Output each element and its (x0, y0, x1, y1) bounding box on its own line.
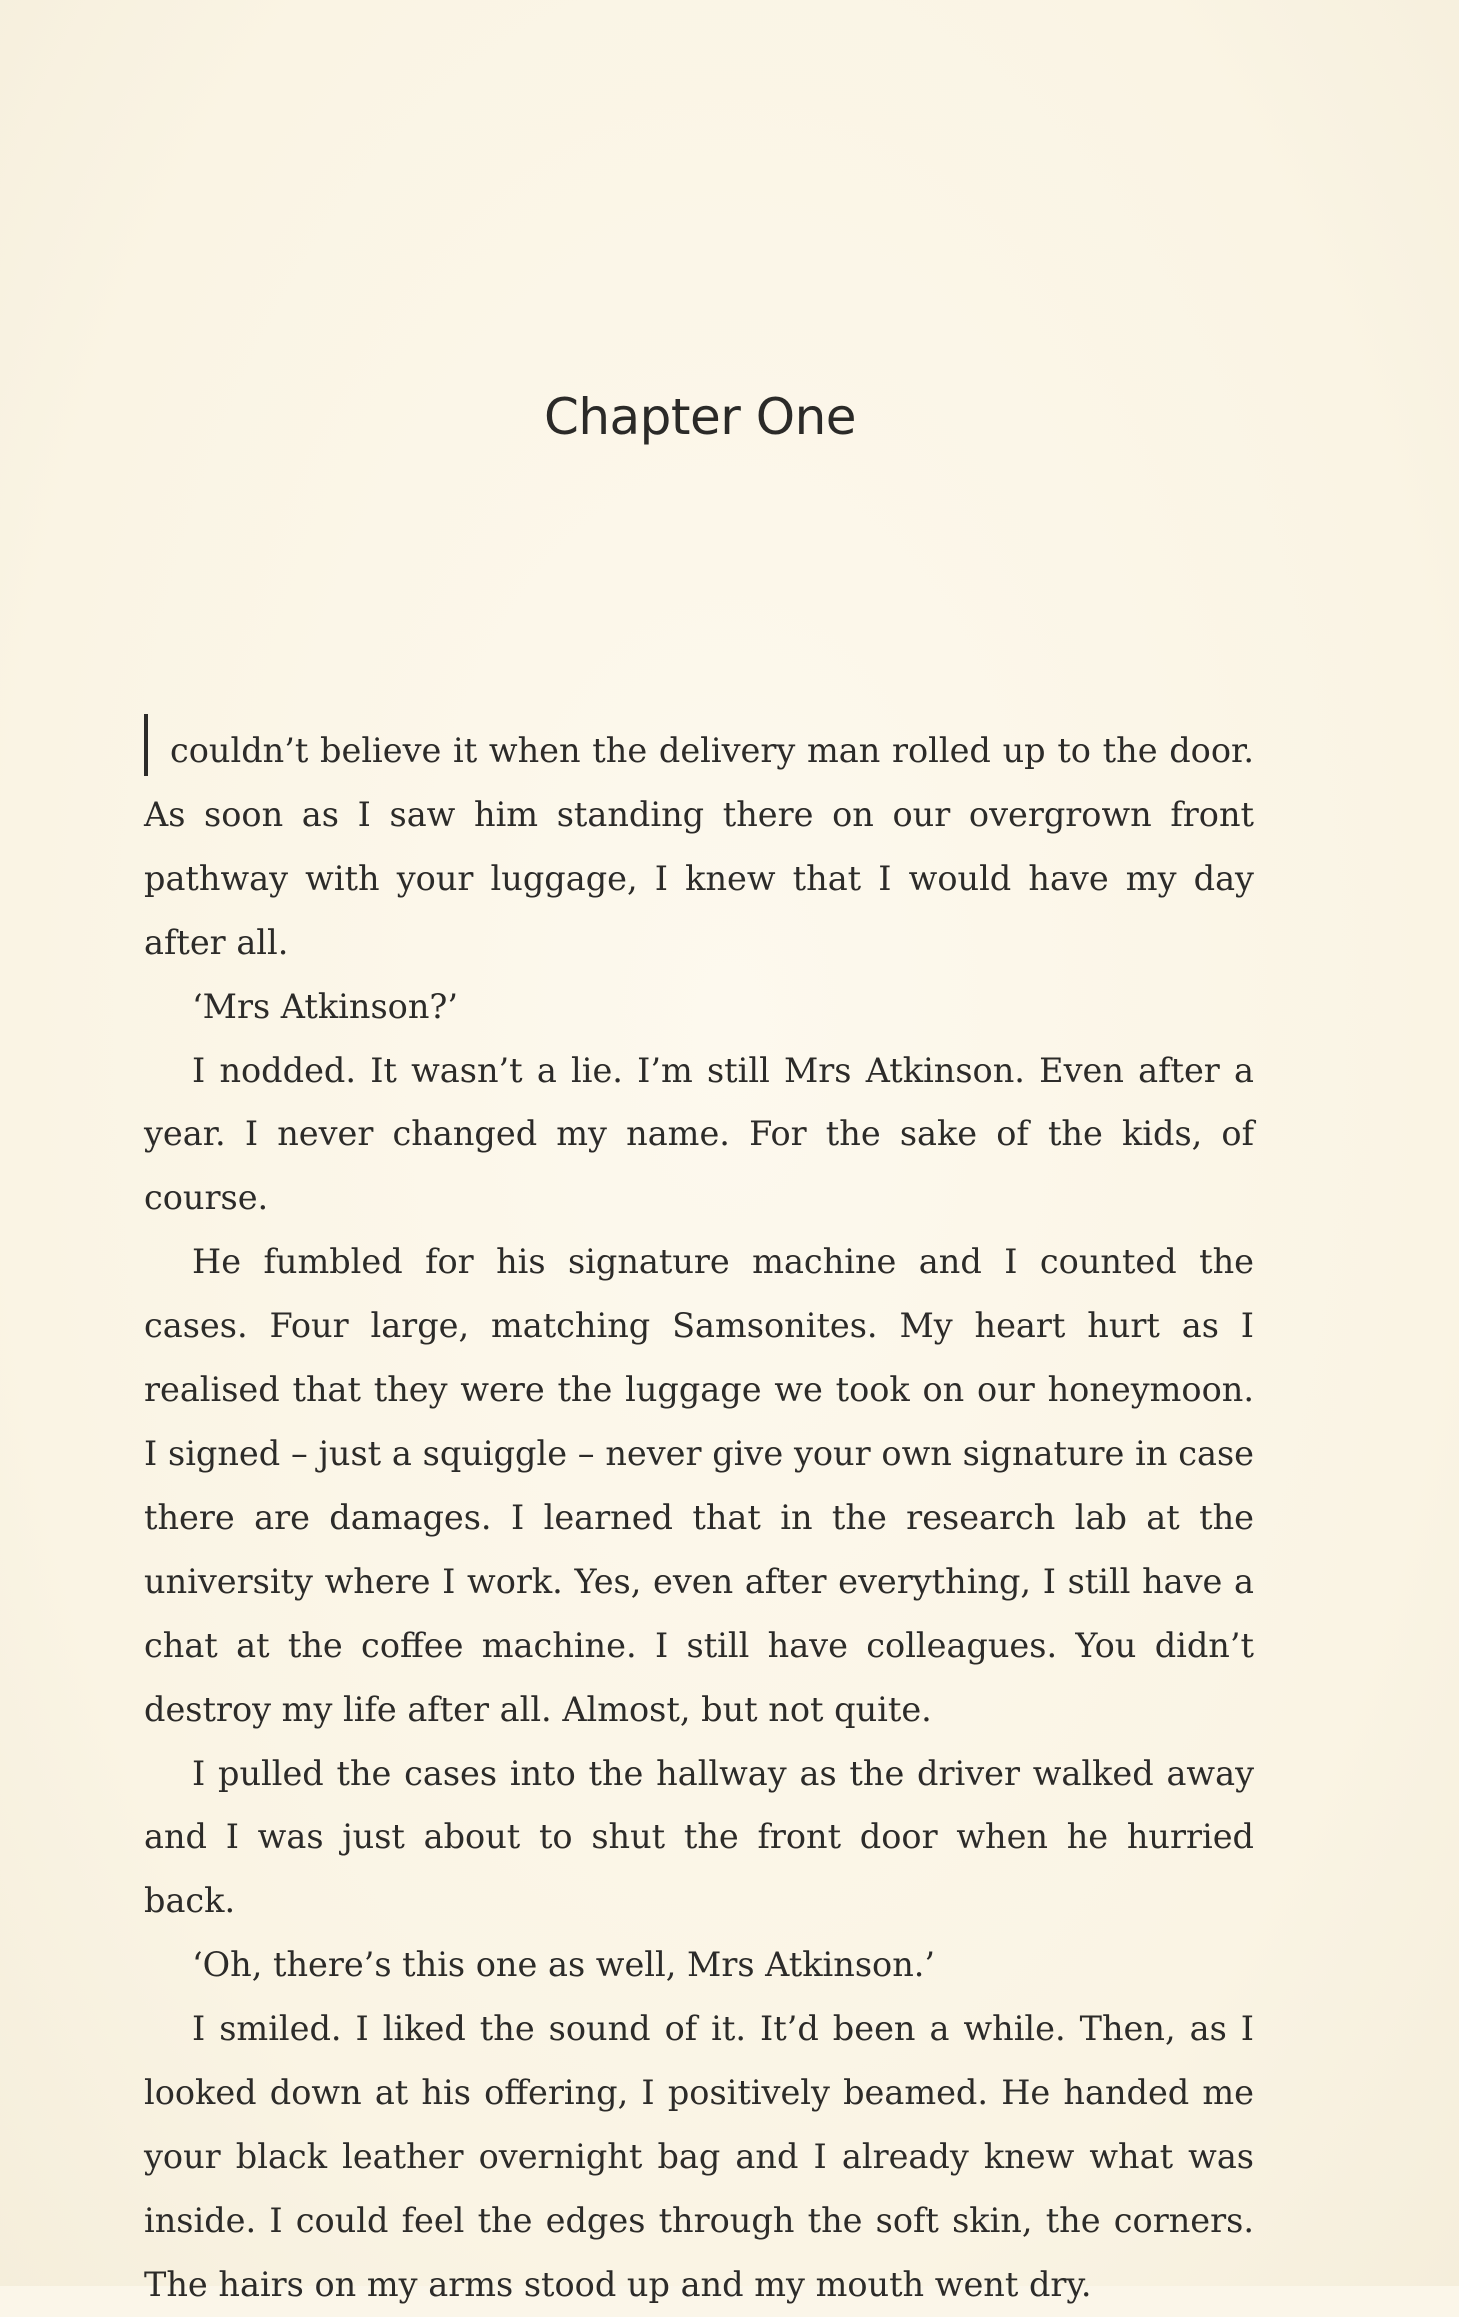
paragraph-6: ‘Oh, there’s this one as well, Mrs Atkinson.’ (192, 1945, 936, 1985)
chapter-body (144, 714, 1254, 2317)
chapter-title: Chapter One (543, 388, 857, 446)
paragraph-1-text: couldn’t believe it when the delivery man rolled up to the door. As soon as I saw him standing there on our overgrown front pathway with your luggage, I knew that I would have my day after all. (144, 731, 1254, 962)
paragraph-1 (144, 714, 1254, 975)
paragraph-4: He fumbled for his signature machine and I counted the cases. Four large, matching Samsonites. My heart hurt as I realised that they were the luggage we took on our honeymoon. I signed – just a squiggle – never give your own signature in case there are damages. I learned that in the research lab at the university where I work. Yes, even after everything, I still have a chat at the coffee machine. I still have colleagues. You didn’t destroy my life after all. Almost, but not quite. (144, 1242, 1254, 1729)
paragraph-2: ‘Mrs Atkinson?’ (192, 986, 459, 1026)
drop-cap-i (144, 714, 148, 776)
paragraph-3: I nodded. It wasn’t a lie. I’m still Mrs Atkinson. Even after a year. I never changed my name. For the sake of the kids, of course. (144, 1050, 1254, 1218)
paragraph-7: I smiled. I liked the sound of it. It’d been a while. Then, as I looked down at his offering, I positively beamed. He handed me your black leather overnight bag and I already knew what was inside. I could feel the edges through the soft skin, the corners. The hairs on my arms stood up and my mouth went dry. (144, 2009, 1254, 2304)
paragraph-5: I pulled the cases into the hallway as the driver walked away and I was just about to shut the front door when he hurried back. (144, 1753, 1254, 1921)
